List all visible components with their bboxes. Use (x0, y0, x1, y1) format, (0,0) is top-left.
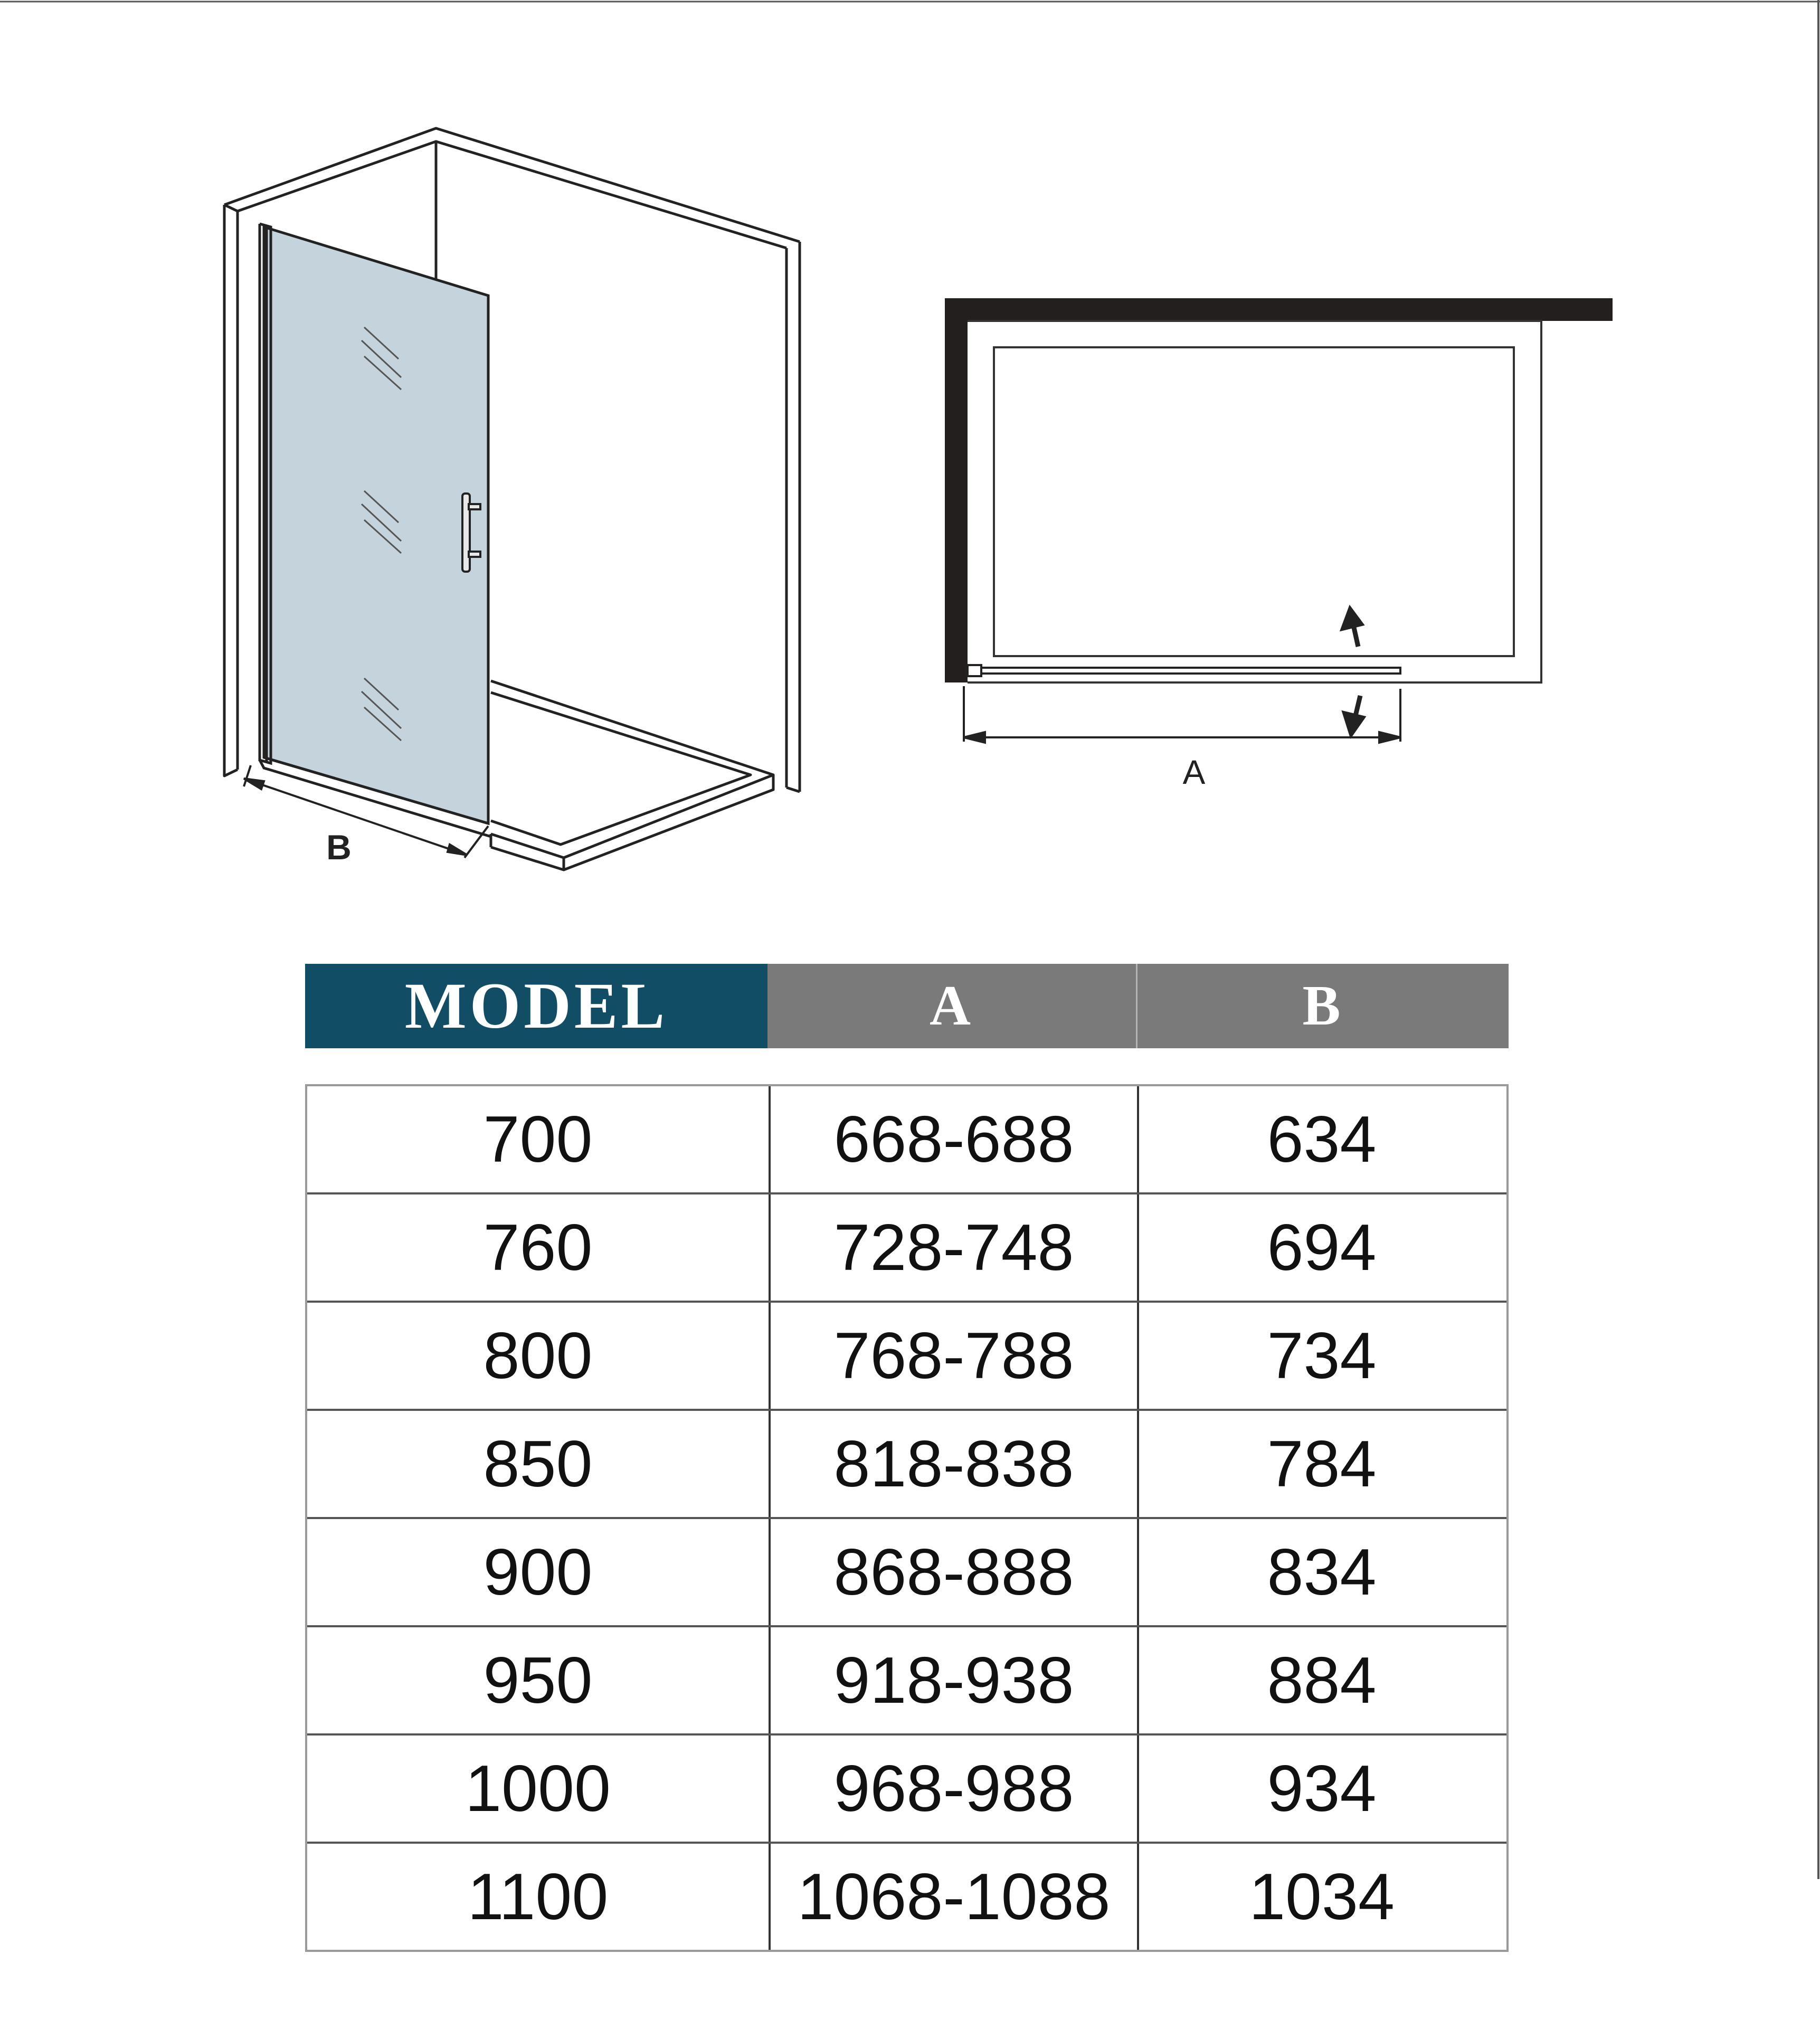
plan-back-wall (945, 298, 1613, 321)
cell-b: 834 (1267, 1535, 1377, 1609)
cell-a: 818-838 (771, 1411, 1139, 1517)
plan-tray-outline (968, 321, 1541, 682)
dimension-b-label: B (326, 828, 352, 867)
header-a: A (767, 964, 1138, 1048)
plan-arrow-down-icon (1345, 696, 1362, 734)
cell-b: 734 (1267, 1319, 1377, 1392)
cell-a: 918-938 (771, 1627, 1139, 1733)
cell-b: 1034 (1249, 1860, 1395, 1933)
table-row (307, 1409, 1506, 1517)
cell-model: 950 (307, 1627, 771, 1733)
cell-b: 634 (1267, 1103, 1377, 1176)
plan-view-diagram (0, 0, 1820, 908)
cell-model: 760 (307, 1194, 771, 1301)
cell-model: 1000 (307, 1736, 771, 1842)
table-row (307, 1192, 1506, 1301)
cell-a: 768-788 (771, 1303, 1139, 1409)
cell-b: 884 (1267, 1644, 1377, 1717)
cell-a: 868-888 (771, 1519, 1139, 1625)
dimension-a-label: A (1182, 753, 1206, 791)
table-header-row (305, 964, 1509, 1048)
table-row (307, 1842, 1506, 1950)
cell-a: 968-988 (771, 1736, 1139, 1842)
cell-b: 934 (1267, 1752, 1377, 1825)
cell-model: 1100 (307, 1844, 771, 1950)
cell-a: 668-688 (771, 1086, 1139, 1192)
cell-model: 700 (307, 1086, 771, 1192)
dimension-a-line (964, 686, 1400, 743)
table-row (307, 1625, 1506, 1733)
cell-model: 900 (307, 1519, 771, 1625)
cell-model: 800 (307, 1303, 771, 1409)
plan-glass-panel (968, 665, 1400, 676)
plan-arrow-up-icon (1343, 610, 1361, 647)
table-row (307, 1301, 1506, 1409)
table-row (307, 1733, 1506, 1842)
cell-a: 728-748 (771, 1194, 1139, 1301)
cell-b: 694 (1267, 1211, 1377, 1284)
plan-side-wall (945, 298, 968, 682)
header-model: MODEL (305, 964, 767, 1048)
table-row (307, 1086, 1506, 1192)
size-table (305, 964, 1509, 1952)
cell-a: 1068-1088 (771, 1844, 1139, 1950)
table-body (305, 1084, 1509, 1952)
header-b: B (1138, 964, 1509, 1048)
table-row (307, 1517, 1506, 1625)
cell-model: 850 (307, 1411, 771, 1517)
cell-b: 784 (1267, 1427, 1377, 1501)
